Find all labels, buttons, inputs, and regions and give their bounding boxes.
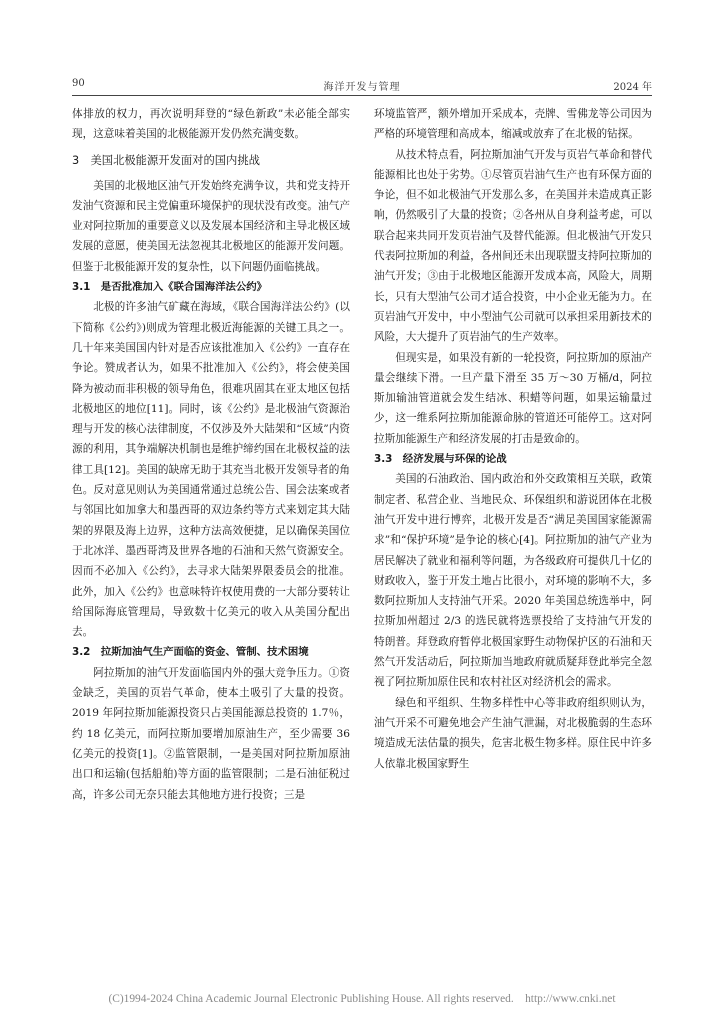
- page-number: 90: [72, 78, 85, 89]
- journal-title: 海洋开发与管理: [323, 82, 401, 93]
- section-3-1-heading: 3.1 是否批准加入《联合国海洋法公约》: [72, 281, 268, 294]
- section-3-2-body: 阿拉斯加的油气开发面临国内外的强大竞争压力。①资金缺乏，美国的页岩气革命，使本土吸引了大量的投资。2019 年阿拉斯加能源投资只占美国能源总投资的 1.7％，约 18 亿美元，而阿拉斯加要增加原油生产，至少需要 36 亿美元的投资[1]。②监管限制，一是美国对阿拉斯加原油出口和运输(包括船舶)等方面的监管限制；二是石油征税过高，许多公司无奈只能去其他地方进行投资；三是: [72, 666, 350, 801]
- technology-paragraph: 从技术特点看，阿拉斯加油气开发与页岩气革命和替代能源相比也处于劣势。①尽管页岩油气生产也有环保方面的争论，但不如北极油气开发那么多，在美国并未造成真正影响，仍然吸引了大量的投资；②各州从自身利益考虑，可以联合起来共同开发页岩油气及替代能源。但北极油气开发只代表阿拉斯加的利益，各州间还未出现联盟支持阿拉斯加的油气开发；③由于北极地区能源开发成本高，风险大，周期长，只有大型油气公司才适合投资，中小企业无能为力。在页岩油气开发中，中小型油气公司就可以承担采用新技术的风险，大大提升了页岩油气的生产效率。: [374, 148, 652, 344]
- header-rule: [72, 95, 652, 96]
- section-3-3-body-1: 美国的石油政治、国内政治和外交政策相互关联，政策制定者、私营企业、当地民众、环保组织和游说团体在北极油气开发中进行博弈，北极开发是否“满足美国国家能源需求”和“保护环境”是争论的核心[4]。阿拉斯加的油气产业为居民解决了就业和福利等问题，为各级政府可提供几十亿的财政收入，鉴于开发土地占比很小，对环境的影响不大，多数阿拉斯加人支持油气开采。2020 年美国总统选举中，阿拉斯加州超过 2/3 的选民就将选票投给了支持油气开发的特朗普。拜登政府暂停北极国家野生动物保护区的石油和天然气开发活动后，阿拉斯加当地政府就质疑拜登此举完全忽视了阿拉斯加原住民和农村社区对经济机会的需求。: [374, 473, 652, 689]
- copyright-footer: (C)1994-2024 China Academic Journal Electronic Publishing House. All rights reserved. http://www.cnki.net: [108, 993, 616, 1005]
- section-3-1-body: 北极的许多油气矿藏在海域，《联合国海洋法公约》(以下简称《公约》)则成为管理北极近海能源的关键工具之一。几十年来美国国内针对是否应该批准加入《公约》一直存在争论。赞成者认为，如果不批准加入《公约》，将会使美国降为被动而非积极的领导角色，很难巩固其在亚太地区包括北极地区的地位[11]。同时，该《公约》是北极油气资源治理与开发的核心法律制度，不仅涉及外大陆架和“区域”内资源的利用，其争端解决机制也是维护缔约国在北极权益的法律工具[12]。美国的缺席无助于其充当北极开发领导者的角色。反对意见则认为美国通常通过总统公告、国会法案或者与邻国比如加拿大和墨西哥的双边条约等方式来划定其大陆架的界限及海上边界，这种方法高效便捷，足以确保美国位于北冰洋、墨西哥湾及世界各地的石油和天然气资源安全。因而不必加入《公约》，去寻求大陆架界限委员会的批准。此外，加入《公约》也意味特许权使用费的一大部分要转让给国际海底管理局，导致数十亿美元的收入从美国分配出去。: [72, 301, 350, 639]
- section-3-intro: 美国的北极地区油气开发始终充满争议，共和党支持开发油气资源和民主党偏重环境保护的现状没有改变。油气产业对阿拉斯加的重要意义以及发展本国经济和主导北极区域发展的意愿，使美国无法忽视其北极地区的能源开发问题。但鉴于北极能源开发的复杂性，以下问题仍面临挑战。: [72, 179, 350, 273]
- reality-paragraph: 但现实是，如果没有新的一轮投资，阿拉斯加的原油产量会继续下滑。一旦产量下滑至 35 万～30 万桶/d，阿拉斯加输油管道就会发生结冰、积蜡等问题，如果运输量过少，这一维系阿拉斯加能源命脉的管道还可能停工。这对阿拉斯加能源生产和经济发展的打击是致命的。: [374, 351, 652, 445]
- paragraph-continued-right: 环境监管严，额外增加开采成本，壳牌、雪佛龙等公司因为严格的环境管理和高成本，缩减或放弃了在北极的钻探。: [374, 108, 652, 141]
- left-column: [72, 104, 350, 805]
- section-3-heading: 3 美国北极能源开发面对的国内挑战: [72, 153, 260, 167]
- section-3-3-heading: 3.3 经济发展与环保的论战: [374, 453, 507, 466]
- paragraph-continued: 体排放的权力，再次说明拜登的“绿色新政”未必能全部实现，这意味着美国的北极能源开发仍然充满变数。: [72, 108, 350, 141]
- right-column: [374, 104, 652, 774]
- section-3-3-body-2: 绿色和平组织、生物多样性中心等非政府组织则认为，油气开采不可避免地会产生油气泄漏，对北极脆弱的生态环境造成无法估量的损失，危害北极生物多样。原住民中许多人依靠北极国家野生: [374, 696, 652, 770]
- section-3-2-heading: 3.2 拉斯加油气生产面临的资金、管制、技术困境: [72, 646, 309, 659]
- publication-year: 2024 年: [613, 82, 652, 93]
